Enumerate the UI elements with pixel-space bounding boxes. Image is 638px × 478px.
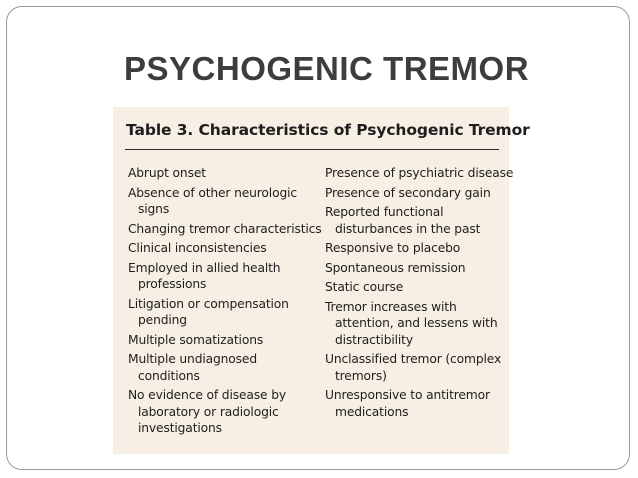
list-item: Multiple somatizations [128,332,264,347]
right-column [325,165,514,423]
list-item: Absence of other neurologic signs [128,185,297,216]
list-item: Clinical inconsistencies [128,241,267,255]
left-column [128,165,320,440]
list-item: No evidence of disease by laboratory or radiologic investigations [128,388,286,435]
list-item: Employed in allied health professions [128,260,281,291]
list-item: Unclassified tremor (complex tremors) [325,352,502,383]
list-item: Unresponsive to antitremor medications [325,388,490,419]
list-item: Tremor increases with attention, and lessens with distractibility [325,299,498,347]
list-item: Reported functional disturbances in the past [325,205,481,236]
list-item: Presence of psychiatric disease [325,166,514,180]
list-item: Responsive to placebo [325,241,461,255]
table-heading: Table 3. Characteristics of Psychogenic Tremor [126,121,530,139]
list-item: Litigation or compensation pending [128,296,289,327]
table-image [113,107,530,454]
list-item: Presence of secondary gain [325,185,491,200]
slide-title: PSYCHOGENIC TREMOR [124,50,530,87]
list-item: Static course [325,280,404,294]
list-item: Spontaneous remission [325,260,466,275]
list-item: Changing tremor characteristics [128,221,322,236]
heading-divider [125,149,499,150]
list-item: Multiple undiagnosed conditions [128,352,257,383]
list-item: Abrupt onset [128,166,206,180]
